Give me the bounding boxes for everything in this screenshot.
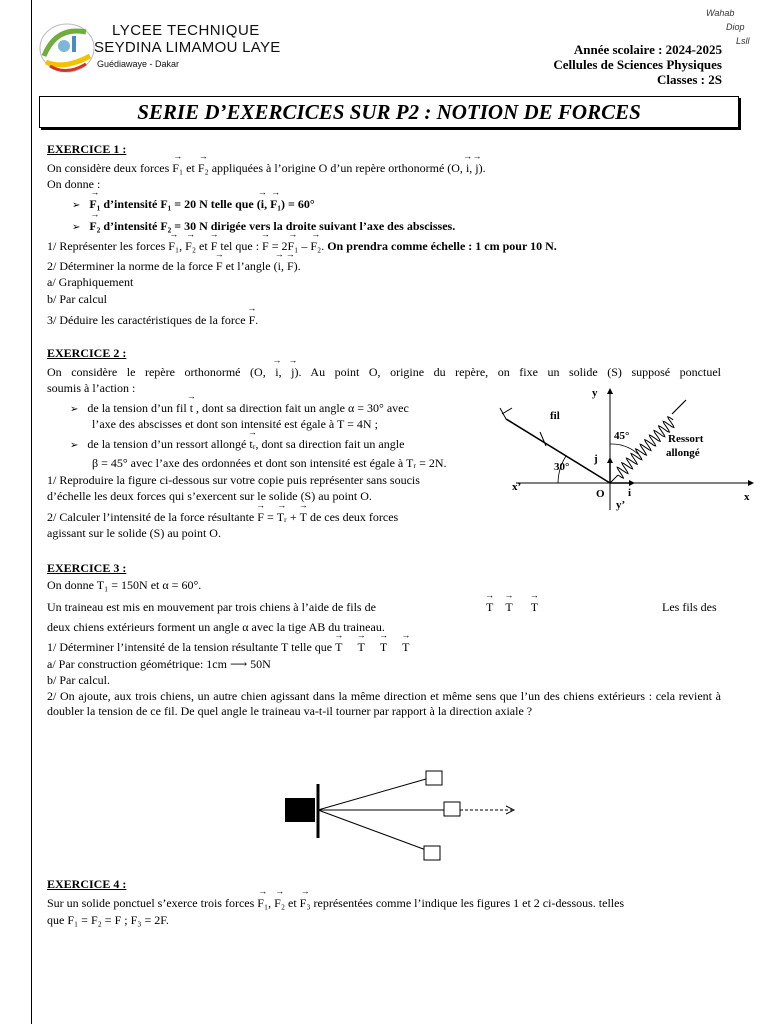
rope-top — [318, 779, 426, 810]
fig-label-yp: y’ — [616, 499, 626, 511]
vec-tr: → Tᵣ — [277, 510, 287, 525]
ex2-bullet-1 — [70, 401, 409, 417]
text: et l’angle ( — [222, 259, 278, 273]
ex1-question-2 — [47, 259, 301, 274]
text: , — [179, 239, 186, 253]
dog-bottom — [424, 846, 440, 860]
ex2-bullet-1-cont: l’axe des abscisses et dont son intensité est égale à T = 4N ; — [92, 417, 378, 431]
vec-i: → i — [275, 365, 278, 380]
vec-t: → T — [505, 600, 512, 615]
text: et — [183, 161, 198, 175]
angle-45-arc — [610, 444, 638, 454]
ex2-bullet-2 — [70, 437, 404, 453]
text: , dont sa direction fait un angle — [255, 437, 405, 451]
x-axis-arrow-icon — [748, 480, 754, 486]
text: 2/ Déterminer la norme de la force — [47, 259, 216, 273]
text: , — [469, 161, 476, 175]
fig-label-x: x — [744, 491, 750, 503]
left-margin-rule — [31, 0, 32, 1024]
ex2-question-2-cont: agissant sur le solide (S) au point O. — [47, 526, 221, 540]
ex1-bullet-1 — [72, 197, 315, 213]
fig-label-j: j — [594, 453, 598, 465]
ex1-question-2a: a/ Graphiquement — [47, 275, 134, 289]
ex3-question-2: 2/ On ajoute, aux trois chiens, un autre chien agissant dans la même direction et même sens que l’un des chiens extérieurs : cela revient à doubler la tension de ce fil. De quel angle le traineau va-t-il tourner par rapport à la direction axiale ? — [47, 689, 721, 718]
y-axis-arrow-icon — [607, 388, 613, 394]
spring-link — [610, 475, 618, 483]
ex1-on-donne: On donne : — [47, 177, 101, 191]
vec-t: → T — [402, 640, 409, 655]
dog-top — [426, 771, 442, 785]
text: appliquées à l’origine O d’un repère orthonormé (O, — [208, 161, 466, 175]
fig-label-fil: fil — [550, 410, 560, 422]
school-line-2: SEYDINA LIMAMOU LAYE — [94, 39, 281, 56]
vec-i: → i — [261, 197, 264, 212]
text: d’intensité F₂ = 30 N dirigée vers la droite suivant l’axe des abscisses. — [100, 219, 456, 233]
text: On considère deux forces — [47, 161, 173, 175]
stamp-line-2: Diop — [726, 22, 745, 32]
ex1-intro — [47, 161, 486, 176]
ex3-line-1-tail: Les fils des — [662, 600, 717, 614]
ex4-line-1 — [47, 896, 624, 911]
text: – — [298, 239, 311, 253]
ex2-intro — [47, 365, 721, 380]
vec-f2: → F₂ — [185, 239, 196, 254]
bullet-arrow-icon: ➢ — [70, 404, 79, 415]
department: Cellules de Sciences Physiques — [553, 57, 722, 72]
school-location: Guédiawaye - Dakar — [97, 59, 180, 69]
fil-pointer — [540, 432, 546, 446]
ex3-question-1b: b/ Par calcul. — [47, 673, 110, 687]
vec-f1: → F₁ — [270, 197, 281, 212]
ex4-line-2: que F₁ = F₂ = F ; F₃ = 2F. — [47, 913, 169, 927]
class-level: Classes : 2S — [656, 72, 722, 87]
vec-f2: → F₂ — [274, 896, 285, 911]
sled-figure — [280, 764, 530, 864]
stamp-line-3: Lsll — [736, 36, 750, 46]
ex2-question-1: 1/ Reproduire la figure ci-dessous sur votre copie puis représenter sans soucis — [47, 473, 420, 487]
text: 3/ Déduire les caractéristiques de la force — [47, 313, 249, 327]
ex3-given: On donne T₁ = 150N et α = 60°. — [47, 578, 202, 592]
ex2-bullet-2-cont: β = 45° avec l’axe des ordonnées et dont son intensité est égale à Tᵣ = 2N. — [92, 456, 447, 470]
ex1-heading: EXERCICE 1 : — [47, 142, 127, 156]
vec-f: → F — [216, 259, 223, 274]
text: Sur un solide ponctuel s’exerce trois forces — [47, 896, 258, 910]
ex3-line-1: Un traineau est mis en mouvement par trois chiens à l’aide de fils de — [47, 600, 376, 614]
ex1-question-3: 3/ Déduire les caractéristiques de la force → F. — [47, 313, 258, 328]
header-meta — [553, 42, 722, 87]
text: de ces deux forces — [306, 510, 399, 524]
ex3-question-1a: a/ Par construction géométrique: 1cm ⟶ 50N — [47, 657, 271, 671]
spring-anchor — [672, 400, 686, 414]
vec-f1: → F₁ — [89, 197, 100, 212]
ex1-question-1 — [47, 239, 557, 254]
string-line — [506, 419, 610, 483]
fig-label-y: y — [592, 387, 598, 399]
text: ). Au point O, origine du repère, on fixe un solide (S) supposé ponctuel — [294, 365, 721, 379]
vec-f: → F — [211, 239, 218, 254]
vec-tr: → tᵣ — [249, 437, 255, 452]
ex2-question-1-cont: d’échelle les deux forces qui s’exercent sur le solide (S) au point O. — [47, 489, 372, 503]
text: , — [278, 365, 292, 379]
vec-j: → j — [475, 161, 478, 176]
fig-label-ressort: Ressort — [668, 433, 704, 445]
fig-label-allonge: allongé — [666, 447, 700, 459]
vec-i: → i — [466, 161, 469, 176]
text: et — [196, 239, 211, 253]
vector-i-arrow-icon — [629, 480, 635, 486]
string-anchor — [502, 408, 512, 414]
vec-t: → T — [486, 600, 493, 615]
scale-note: On prendra comme échelle : 1 cm pour 10 N. — [327, 239, 557, 253]
ex3-heading: EXERCICE 3 : — [47, 561, 127, 575]
vec-f1: → F₁ — [288, 239, 299, 254]
rope-bottom — [318, 810, 426, 850]
text: , — [268, 896, 275, 910]
fig-label-30deg: 30° — [554, 461, 570, 473]
text: 2/ Calculer l’intensité de la force résultante — [47, 510, 258, 524]
text: . — [321, 239, 328, 253]
text: + — [286, 510, 300, 524]
text: ). — [293, 259, 301, 273]
school-line-1: LYCEE TECHNIQUE — [112, 22, 260, 39]
ex4-heading: EXERCICE 4 : — [47, 877, 127, 891]
text: , dont sa direction fait un angle α = 30° avec — [193, 401, 409, 415]
text: 1/ Représenter les forces — [47, 239, 169, 253]
vec-f1: → F₁ — [257, 896, 268, 911]
text: de la tension d’un fil — [87, 401, 190, 415]
vec-f: → F — [287, 259, 294, 274]
stamp-line-1: Wahab — [706, 8, 735, 18]
vec-f: → F — [249, 313, 256, 328]
vec-t: → T — [380, 640, 387, 655]
fig-label-origin: O — [596, 488, 605, 500]
text: de la tension d’un ressort allongé — [87, 437, 250, 451]
bullet-arrow-icon: ➢ — [70, 440, 79, 451]
text: = — [263, 510, 277, 524]
vec-f3: → F₃ — [300, 896, 311, 911]
text: ). — [478, 161, 486, 175]
text: ) = 60° — [281, 197, 315, 211]
ex3-question-1 — [47, 640, 410, 655]
vec-f1: → F₁ — [172, 161, 183, 176]
fig-label-45deg: 45° — [614, 430, 630, 442]
ex3-line-2: deux chiens extérieurs forment un angle α avec la tige AB du traineau. — [47, 620, 385, 634]
ex3-line-1-vectors — [486, 600, 538, 615]
ex2-figure — [496, 384, 756, 514]
fig-label-i: i — [628, 487, 632, 499]
vec-f: → F — [262, 239, 269, 254]
text: d’intensité F₁ = 20 N telle que ( — [100, 197, 261, 211]
vec-f1: → F₁ — [168, 239, 179, 254]
text: , — [280, 259, 287, 273]
vector-j-arrow-icon — [607, 457, 613, 463]
vec-t: → T — [300, 510, 307, 525]
vec-t: → t — [190, 401, 193, 416]
vec-f2: → F₂ — [89, 219, 100, 234]
school-logo — [36, 18, 98, 78]
vec-t: → T — [335, 640, 342, 655]
vec-j: → j — [291, 365, 294, 380]
bullet-arrow-icon: ➢ — [72, 200, 81, 211]
ex2-heading: EXERCICE 2 : — [47, 346, 127, 360]
bullet-arrow-icon: ➢ — [72, 222, 81, 233]
ex2-question-2 — [47, 510, 398, 525]
text: et — [285, 896, 300, 910]
school-name — [94, 22, 281, 69]
text: , — [264, 197, 271, 211]
vec-f2: → F₂ — [198, 161, 209, 176]
school-year: Année scolaire : 2024-2025 — [573, 42, 722, 57]
ex2-intro-2: soumis à l’action : — [47, 381, 136, 395]
text: tel que : — [217, 239, 263, 253]
text: On considère le repère orthonormé (O, — [47, 365, 276, 379]
text: = 2 — [268, 239, 288, 253]
vec-i: → i — [278, 259, 281, 274]
dog-middle — [444, 802, 460, 816]
fig-label-xp: x’ — [512, 481, 522, 493]
page-title: SERIE D’EXERCICES SUR P2 : NOTION DE FORCES — [39, 96, 739, 128]
vec-f: → F — [257, 510, 264, 525]
text: représentées comme l’indique les figures 1 et 2 ci-dessous. telles — [310, 896, 625, 910]
text: 1/ Déterminer l’intensité de la tension résultante T telle que — [47, 640, 333, 654]
vec-f2: → F₂ — [310, 239, 321, 254]
vec-t: → T — [357, 640, 364, 655]
vec-t: → T — [531, 600, 538, 615]
ex1-question-2b: b/ Par calcul — [47, 292, 107, 306]
sled-block — [285, 798, 315, 822]
